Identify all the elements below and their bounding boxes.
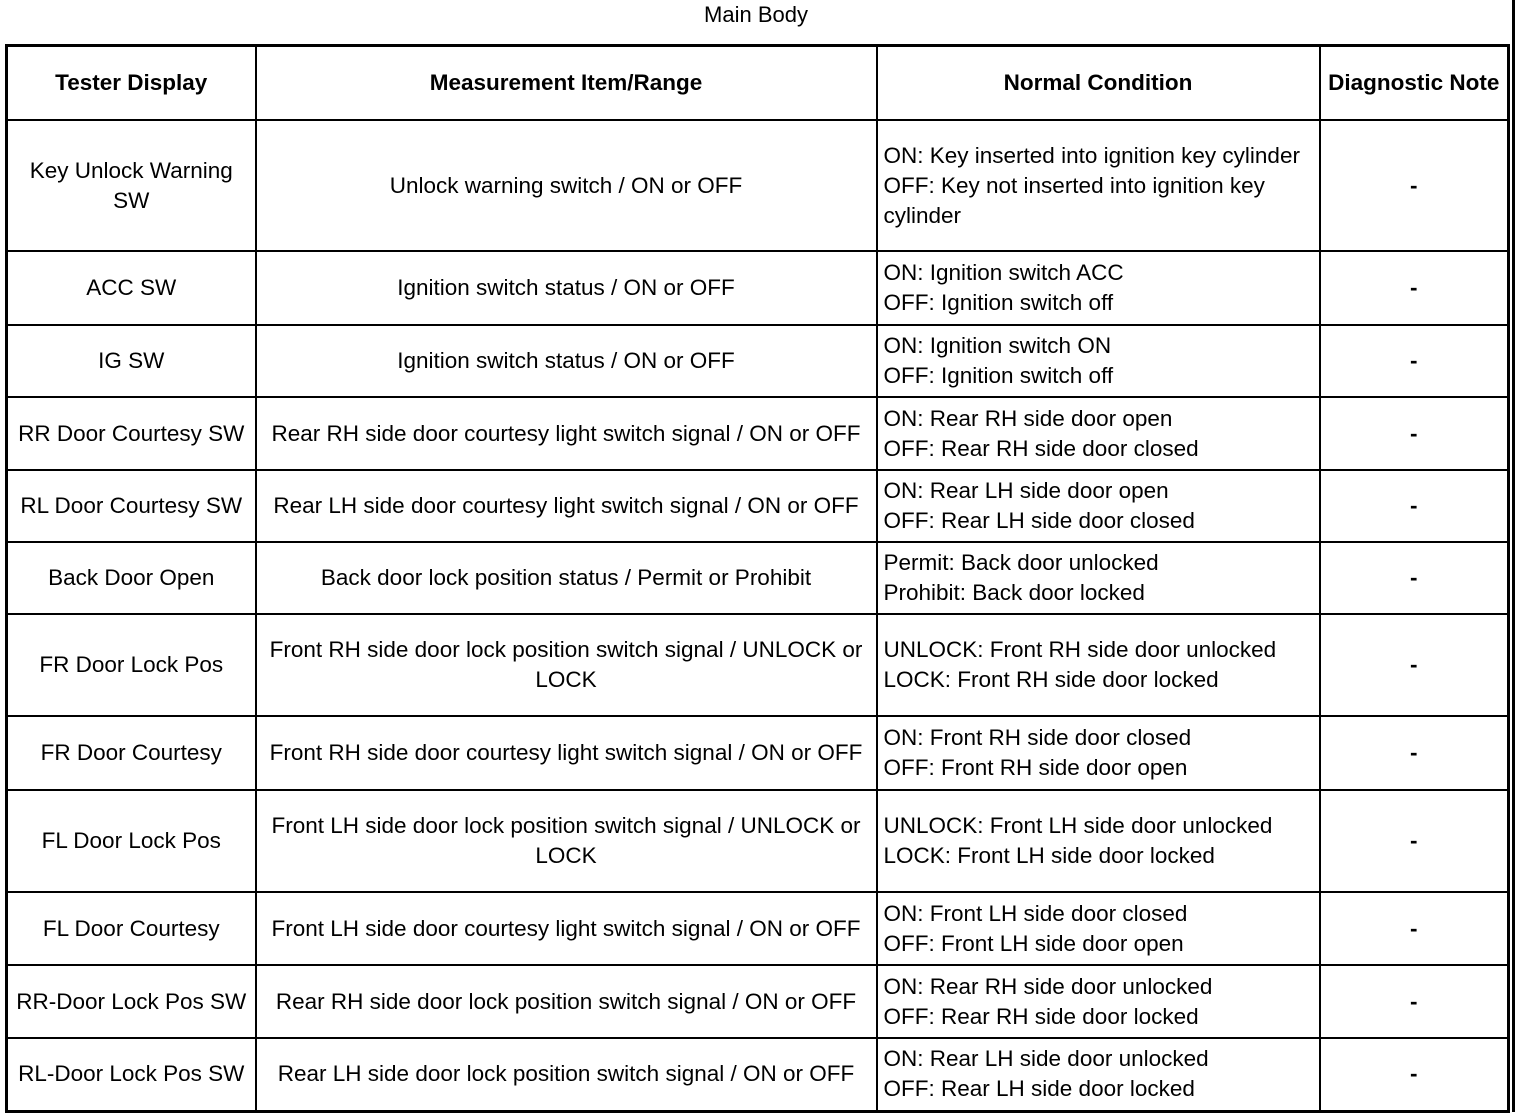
normal-condition-cell: ON: Front LH side door closed OFF: Front LH side door open [877,892,1320,965]
diagnostic-note-cell: - [1320,614,1509,716]
diagnostic-note-cell: - [1320,1038,1509,1111]
diagnostic-note-cell: - [1320,325,1509,397]
measurement-cell: Ignition switch status / ON or OFF [256,251,877,325]
measurement-cell: Front LH side door lock position switch signal / UNLOCK or LOCK [256,790,877,892]
column-header-normal-condition: Normal Condition [877,46,1320,121]
normal-condition-cell: ON: Key inserted into ignition key cylinder OFF: Key not inserted into ignition key cylinder [877,120,1320,251]
table-body [7,120,1509,1111]
normal-condition-cell: ON: Front RH side door closed OFF: Front RH side door open [877,716,1320,790]
tester-display-cell: IG SW [7,325,256,397]
diagnostic-note-cell: - [1320,542,1509,614]
normal-condition-cell: UNLOCK: Front LH side door unlocked LOCK: Front LH side door locked [877,790,1320,892]
tester-display-cell: FR Door Courtesy [7,716,256,790]
measurement-cell: Rear RH side door lock position switch signal / ON or OFF [256,965,877,1038]
normal-condition-cell: ON: Rear RH side door open OFF: Rear RH side door closed [877,397,1320,470]
tester-display-cell: ACC SW [7,251,256,325]
table-row [7,790,1509,892]
table-row [7,965,1509,1038]
measurement-cell: Rear RH side door courtesy light switch signal / ON or OFF [256,397,877,470]
measurement-cell: Rear LH side door courtesy light switch signal / ON or OFF [256,470,877,542]
diagnostic-note-cell: - [1320,965,1509,1038]
measurement-cell: Back door lock position status / Permit or Prohibit [256,542,877,614]
table-row [7,251,1509,325]
data-table [5,44,1510,1113]
normal-condition-cell: ON: Rear RH side door unlocked OFF: Rear RH side door locked [877,965,1320,1038]
normal-condition-cell: ON: Ignition switch ACC OFF: Ignition switch off [877,251,1320,325]
tester-display-cell: RR-Door Lock Pos SW [7,965,256,1038]
tester-display-cell: Key Unlock Warning SW [7,120,256,251]
diagnostic-note-cell: - [1320,120,1509,251]
tester-display-cell: RR Door Courtesy SW [7,397,256,470]
right-border-rule [1512,0,1515,1112]
table-caption: Main Body [704,2,808,27]
tester-display-cell: RL Door Courtesy SW [7,470,256,542]
table-row [7,470,1509,542]
table-row [7,397,1509,470]
table-row [7,542,1509,614]
diagnostic-note-cell: - [1320,251,1509,325]
table-row [7,614,1509,716]
diagnostic-note-cell: - [1320,716,1509,790]
normal-condition-cell: UNLOCK: Front RH side door unlocked LOCK: Front RH side door locked [877,614,1320,716]
normal-condition-cell: ON: Rear LH side door unlocked OFF: Rear LH side door locked [877,1038,1320,1111]
measurement-cell: Front RH side door courtesy light switch signal / ON or OFF [256,716,877,790]
diagnostic-note-cell: - [1320,397,1509,470]
table-row [7,1038,1509,1111]
table-header [7,46,1509,121]
diagnostic-note-cell: - [1320,470,1509,542]
table-row [7,892,1509,965]
normal-condition-cell: ON: Rear LH side door open OFF: Rear LH side door closed [877,470,1320,542]
table-row [7,716,1509,790]
measurement-cell: Rear LH side door lock position switch signal / ON or OFF [256,1038,877,1111]
diagnostic-note-cell: - [1320,790,1509,892]
header-row [7,46,1509,121]
table-row [7,120,1509,251]
column-header-measurement: Measurement Item/Range [256,46,877,121]
tester-display-cell: FR Door Lock Pos [7,614,256,716]
measurement-cell: Ignition switch status / ON or OFF [256,325,877,397]
column-header-tester-display: Tester Display [7,46,256,121]
table-row [7,325,1509,397]
measurement-cell: Unlock warning switch / ON or OFF [256,120,877,251]
measurement-cell: Front RH side door lock position switch signal / UNLOCK or LOCK [256,614,877,716]
normal-condition-cell: Permit: Back door unlocked Prohibit: Back door locked [877,542,1320,614]
tester-display-cell: RL-Door Lock Pos SW [7,1038,256,1111]
normal-condition-cell: ON: Ignition switch ON OFF: Ignition switch off [877,325,1320,397]
tester-display-cell: FL Door Lock Pos [7,790,256,892]
diagnostic-note-cell: - [1320,892,1509,965]
column-header-diagnostic-note: Diagnostic Note [1320,46,1509,121]
measurement-cell: Front LH side door courtesy light switch signal / ON or OFF [256,892,877,965]
tester-display-cell: FL Door Courtesy [7,892,256,965]
tester-display-cell: Back Door Open [7,542,256,614]
